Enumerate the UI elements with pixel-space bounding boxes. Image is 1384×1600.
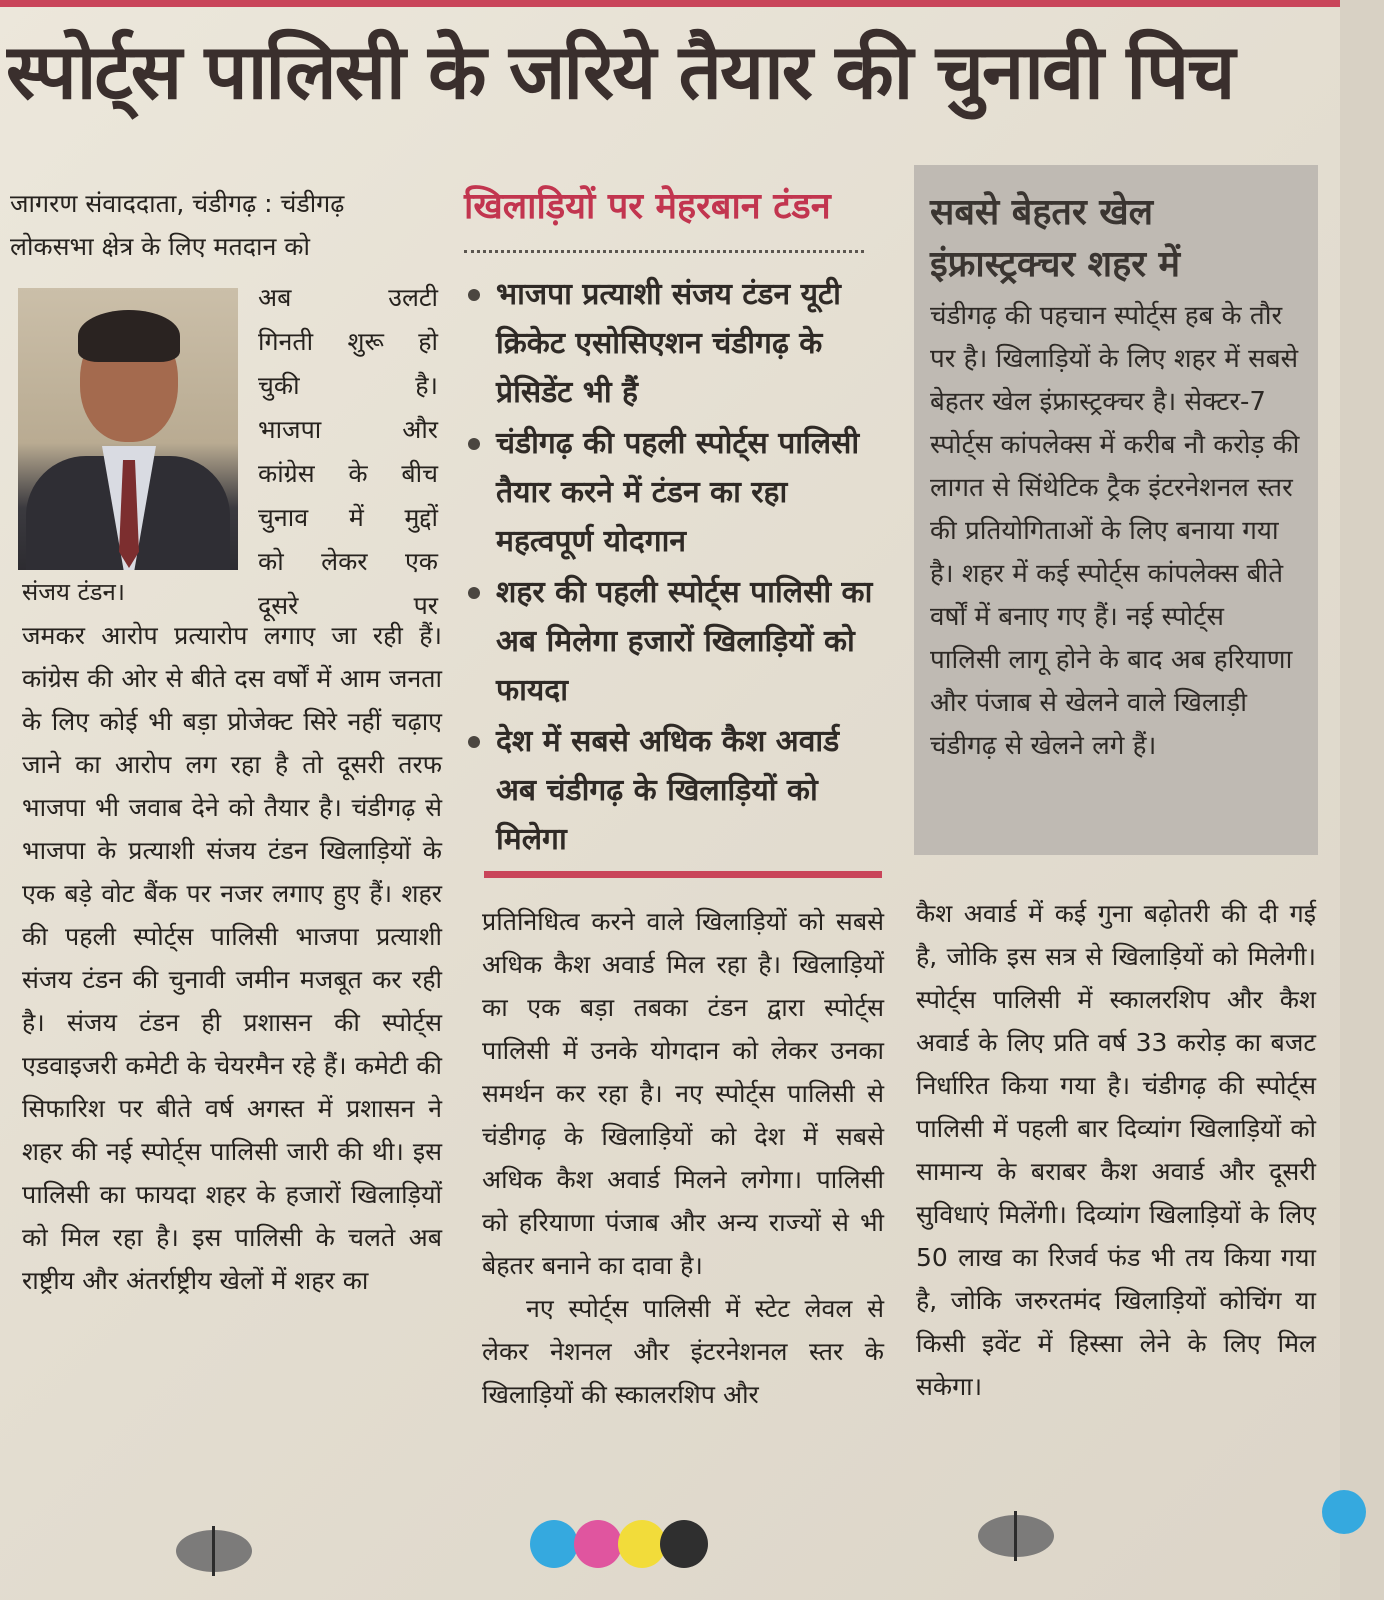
wrap-line: अब उलटी [258,283,438,312]
wrap-line: भाजपा और [258,415,438,444]
infrastructure-box-title: सबसे बेहतर खेल इंफ्रास्ट्रक्चर शहर में [930,192,1181,285]
dotted-divider [464,250,864,253]
adjacent-page-edge [1340,0,1384,1600]
bullet-item: शहर की पहली स्पोर्ट्स पालिसी का अब मिलेगा हजारों खिलाड़ियों को फायदा [466,568,884,715]
wrap-line: चुकी है। [258,371,438,400]
bullet-dot-icon [468,587,480,599]
right-column-body [916,892,1316,1408]
left-body-text: जमकर आरोप प्रत्यारोप लगाए जा रही हैं। कांग्रेस की ओर से बीते दस वर्षों में आम जनता के लिए कोई भी बड़ा प्रोजेक्ट सिरे नहीं चढ़ाए जाने का आरोप लग रहा है तो दूसरी तरफ भाजपा भी जवाब देने को तैयार है। चंडीगढ़ से भाजपा के प्रत्याशी संजय टंडन खिलाड़ियों के एक बड़े वोट बैंक पर नजर लगाए हुए हैं। शहर की पहली स्पोर्ट्स पालिसी भाजपा प्रत्याशी संजय टंडन की चुनावी जमीन मजबूत कर रही है। संजय टंडन ही प्रशासन की स्पोर्ट्स एडवाइजरी कमेटी के चेयरमैन रहे हैं। कमेटी की सिफारिश पर बीते वर्ष अगस्त में प्रशासन ने शहर की नई स्पोर्ट्स पालिसी जारी की थी। इस पालिसी का फायदा शहर के हजारों खिलाड़ियों को मिल रहा है। इस पालिसी के चलते अब राष्ट्रीय और अंतर्राष्ट्रीय खेलों में शहर का [22,621,442,1295]
registration-target-left [176,1530,252,1572]
wrap-line: दूसरे पर [258,591,438,620]
photo-wrap-text [258,276,438,628]
highlight-bullets [466,270,884,866]
registration-yellow-dot [618,1520,666,1568]
candidate-photo [18,288,238,570]
highlight-box-title: खिलाड़ियों पर मेहरबान टंडन [464,186,831,227]
bullet-dot-icon [468,289,480,301]
bullet-item: भाजपा प्रत्याशी संजय टंडन यूटी क्रिकेट एसोसिएशन चंडीगढ़ के प्रेसिडेंट भी हैं [466,270,884,417]
wrap-line: चुनाव में मुद्दों [258,503,438,532]
wrap-line: गिनती शुरू हो [258,327,438,356]
intro-line: लोकसभा क्षेत्र के लिए मतदान को [10,232,310,261]
registration-magenta-dot [574,1520,622,1568]
left-column-top [10,182,430,268]
middle-body-para-2: नए स्पोर्ट्स पालिसी में स्टेट लेवल से लेकर नेशनल और इंटरनेशनल स्तर के खिलाड़ियों की स्कालरशिप और [482,1294,884,1409]
infrastructure-box-body: चंडीगढ़ की पहचान स्पोर्ट्स हब के तौर पर है। खिलाड़ियों के लिए शहर में सबसे बेहतर खेल इंफ्रास्ट्रक्चर है। सेक्टर-7 स्पोर्ट्स कांपलेक्स में करीब नौ करोड़ की लागत से सिंथेटिक ट्रैक इंटरनेशनल स्तर की प्रतियोगिताओं के लिए बनाया गया है। शहर में कई स्पोर्ट्स कांपलेक्स बीते वर्षों में बनाए गए हैं। नई स्पोर्ट्स पालिसी लागू होने के बाद अब हरियाणा और पंजाब से खेलने वाले खिलाड़ी चंडीगढ़ से खेलने लगे हैं। [930,301,1300,761]
bullet-item: देश में सबसे अधिक कैश अवार्ड अब चंडीगढ़ के खिलाड़ियों को मिलेगा [466,717,884,864]
registration-cyan-dot [530,1520,578,1568]
registration-black-dot [660,1520,708,1568]
left-column-body [22,614,442,1302]
top-accent-rule [0,0,1384,7]
bullet-dot-icon [468,736,480,748]
wrap-line: को लेकर एक [258,547,438,576]
middle-body-para-1: प्रतिनिधित्व करने वाले खिलाड़ियों को सबसे अधिक कैश अवार्ड मिल रहा है। खिलाड़ियों का एक बड़ा तबका टंडन द्वारा स्पोर्ट्स पालिसी में उनके योगदान को लेकर उनका समर्थन कर रहा है। नए स्पोर्ट्स पालिसी से चंडीगढ़ के खिलाड़ियों को देश में सबसे अधिक कैश अवार्ड मिलने लगेगा। पालिसी को हरियाणा पंजाब और अन्य राज्यों से भी बेहतर बनाने का दावा है। [482,907,884,1280]
headline: स्पोर्ट्स पालिसी के जरिये तैयार की चुनावी पिच [6,27,1234,116]
right-body-text: कैश अवार्ड में कई गुना बढ़ोतरी की दी गई है, जोकि इस सत्र से खिलाड़ियों को मिलेगी। स्पोर्ट्स पालिसी में स्कालरशिप और कैश अवार्ड के लिए प्रति वर्ष 33 करोड़ का बजट निर्धारित किया गया है। चंडीगढ़ की स्पोर्ट्स पालिसी में पहली बार दिव्यांग खिलाड़ियों को सामान्य के बराबर कैश अवार्ड और दूसरी सुविधाएं मिलेंगी। दिव्यांग खिलाड़ियों के लिए 50 लाख का रिजर्व फंड भी तय किया गया है, जोकि जरुरतमंद खिलाड़ियों कोचिंग या किसी इवेंट में हिस्सा लेने के लिए मिल सकेगा। [916,899,1316,1401]
photo-hair [78,310,180,362]
bullet-dot-icon [468,438,480,450]
registration-cyan-edge-dot [1322,1490,1366,1534]
byline: जागरण संवाददाता, चंडीगढ़ : चंडीगढ़ [10,189,345,218]
red-divider [484,871,882,878]
middle-column-body [482,900,884,1416]
bullet-item: चंडीगढ़ की पहली स्पोर्ट्स पालिसी तैयार करने में टंडन का रहा महत्वपूर्ण योदगान [466,419,884,566]
photo-caption: संजय टंडन। [22,578,125,606]
wrap-line: कांग्रेस के बीच [258,459,438,488]
registration-target-right [978,1515,1054,1557]
infrastructure-box [914,165,1318,855]
